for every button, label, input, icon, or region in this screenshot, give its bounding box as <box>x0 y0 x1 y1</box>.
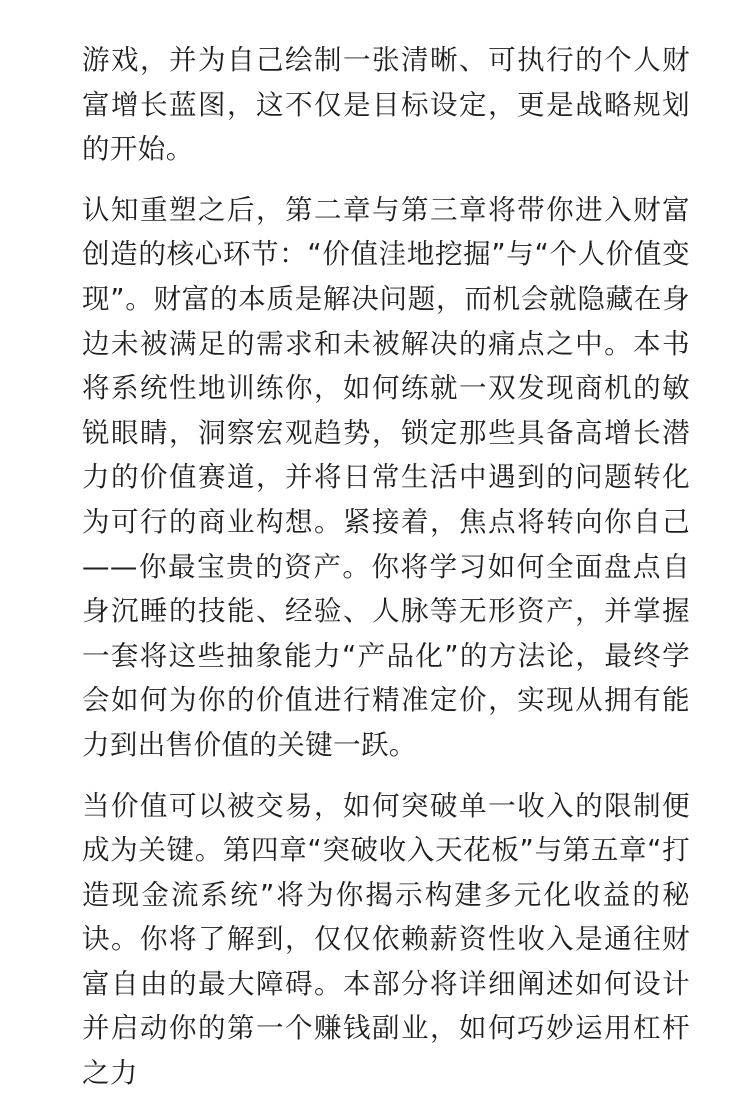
paragraph-3: 当价值可以被交易，如何突破单一收入的限制便成为关键。第四章“突破收入天花板”与第五章“打造现金流系统”将为你揭示构建多元化收益的秘诀。你将了解到，仅仅依赖薪资性收入是通往财富自由的最大障碍。本部分将详细阐述如何设计并启动你的第一个赚钱副业，如何巧妙运用杠杆之力 <box>82 789 690 1090</box>
paragraph-1: 游戏，并为自己绘制一张清晰、可执行的个人财富增长蓝图，这不仅是目标设定，更是战略规划的开始。 <box>82 44 690 166</box>
paragraph-2: 认知重塑之后，第二章与第三章将带你进入财富创造的核心环节：“价值洼地挖掘”与“个人价值变现”。财富的本质是解决问题，而机会就隐藏在身边未被满足的需求和未被解决的痛点之中。本书将系统性地训练你，如何练就一双发现商机的敏锐眼睛，洞察宏观趋势，锁定那些具备高增长潜力的价值赛道，并将日常生活中遇到的问题转化为可行的商业构想。紧接着，焦点将转向你自己——你最宝贵的资产。你将学习如何全面盘点自身沉睡的技能、经验、人脉等无形资产，并掌握一套将这些抽象能力“产品化”的方法论，最终学会如何为你的价值进行精准定价，实现从拥有能力到出售价值的关键一跃。 <box>82 193 690 761</box>
